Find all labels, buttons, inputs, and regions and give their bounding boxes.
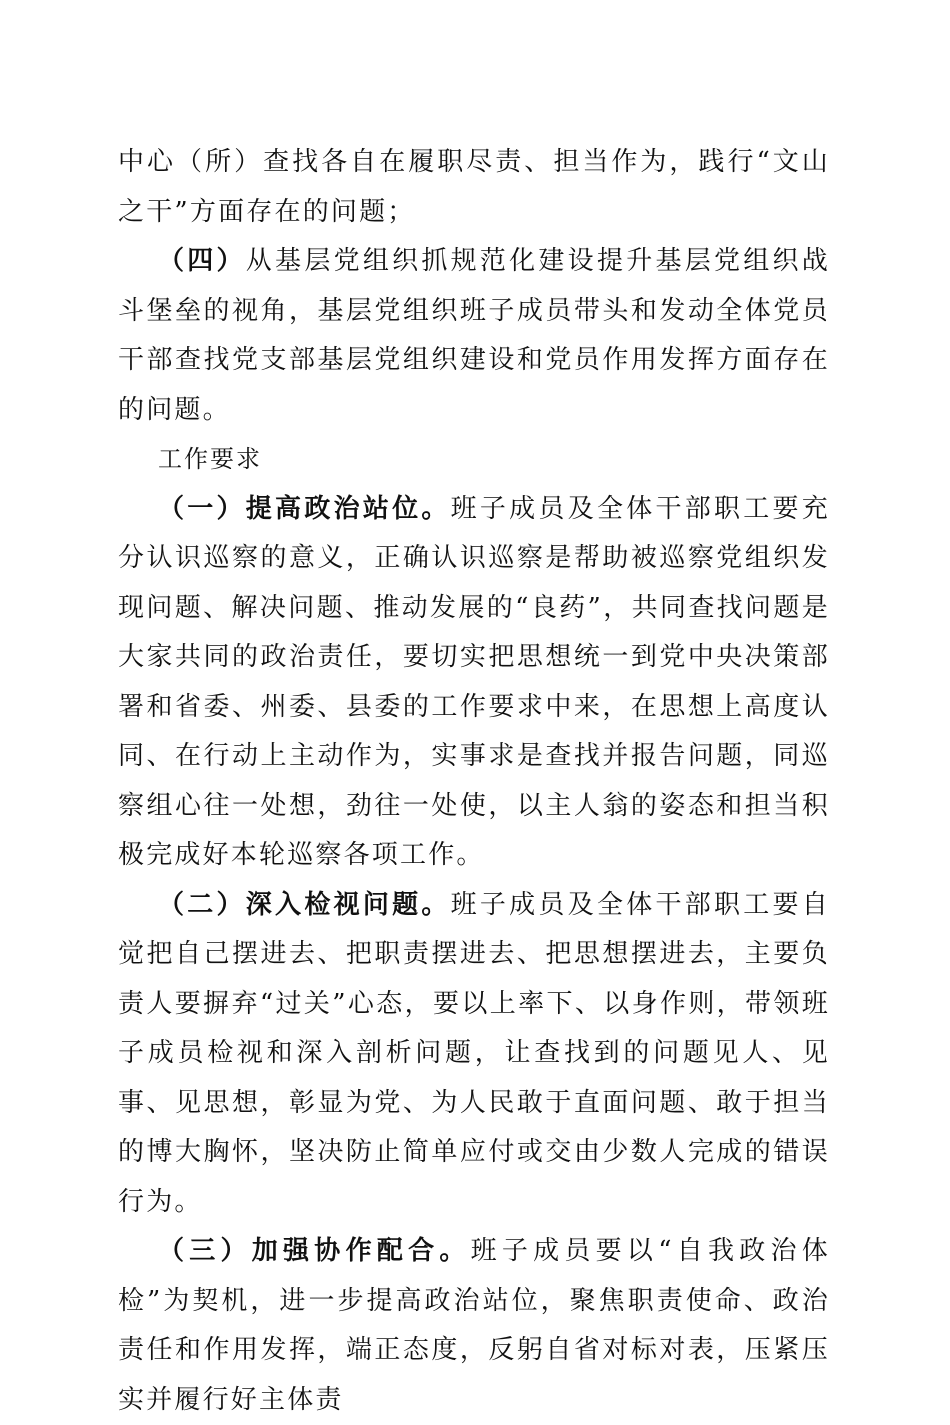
paragraph-text: 中心（所）查找各自在履职尽责、担当作为，践行“文山之干”方面存在的问题；	[118, 147, 830, 227]
requirement-item-3	[118, 1227, 830, 1425]
paragraph-item-4	[118, 237, 830, 435]
section-heading: 工作要求	[158, 445, 262, 473]
requirement-lead: （二）深入检视问题。	[158, 889, 451, 920]
paragraph-continuation	[118, 138, 830, 237]
requirement-text: 班子成员要以“自我政治体检”为契机，进一步提高政治站位，聚焦职责使命、政治责任和作用发挥，端正态度，反躬自省对标对表，压紧压实并履行好主体责	[118, 1236, 830, 1415]
requirement-lead: （一）提高政治站位。	[158, 493, 451, 524]
requirement-item-1	[118, 485, 830, 881]
requirement-text: 班子成员及全体干部职工要充分认识巡察的意义，正确认识巡察是帮助被巡察党组织发现问题、解决问题、推动发展的“良药”，共同查找问题是大家共同的政治责任，要切实把思想统一到党中央决策部署和省委、州委、县委的工作要求中来，在思想上高度认同、在行动上主动作为，实事求是查找并报告问题，同巡察组心往一处想，劲往一处使，以主人翁的姿态和担当积极完成好本轮巡察各项工作。	[118, 493, 830, 870]
requirement-lead: （三）加强协作配合。	[158, 1236, 471, 1266]
paragraph-lead: （四）	[158, 246, 246, 276]
requirement-text: 班子成员及全体干部职工要自觉把自己摆进去、把职责摆进去、把思想摆进去，主要负责人要摒弃“过关”心态，要以上率下、以身作则，带领班子成员检视和深入剖析问题，让查找到的问题见人、见事、见思想，彰显为党、为人民敢于直面问题、敢于担当的博大胸怀，坚决防止简单应付或交由少数人完成的错误行为。	[118, 889, 830, 1217]
document-body	[118, 138, 830, 1425]
requirement-item-2	[118, 881, 830, 1228]
paragraph-text: 从基层党组织抓规范化建设提升基层党组织战斗堡垒的视角，基层党组织班子成员带头和发动全体党员干部查找党支部基层党组织建设和党员作用发挥方面存在的问题。	[118, 246, 830, 425]
